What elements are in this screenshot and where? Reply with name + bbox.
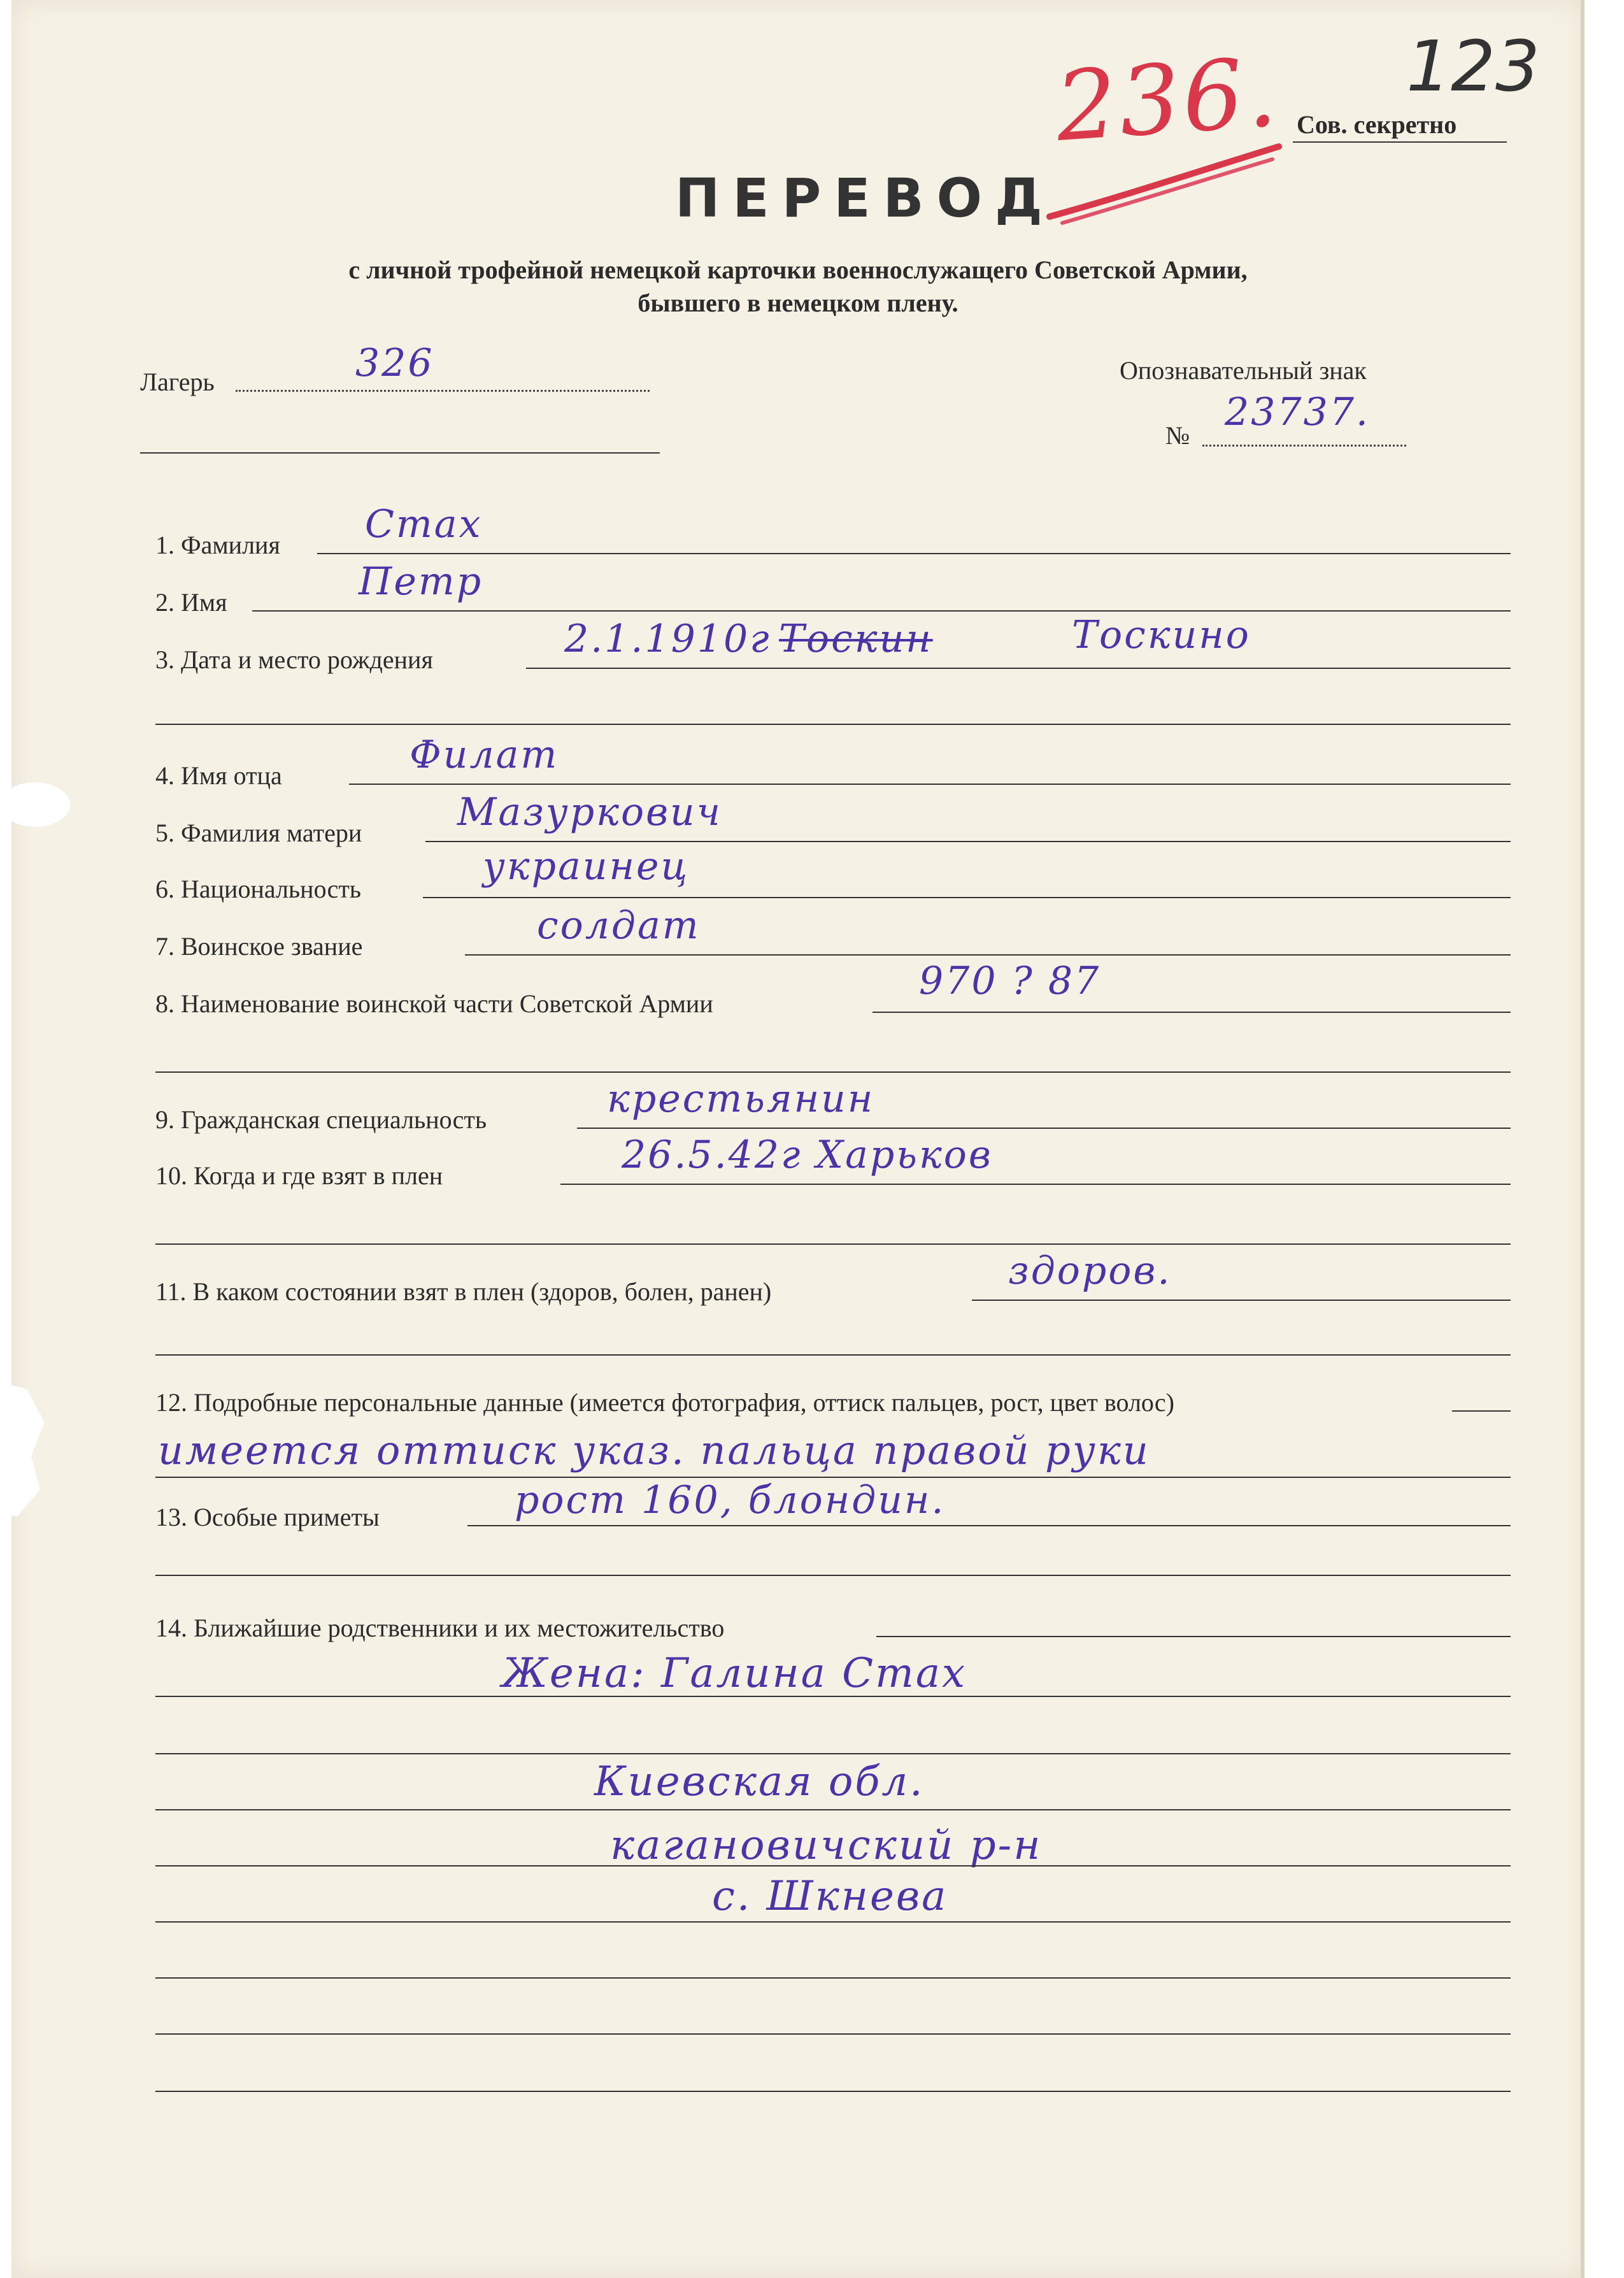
- camp-value: 326: [355, 341, 434, 385]
- field-12-label: 12. Подробные персональные данные (имеется фотография, оттиск пальцев, рост, цвет волос): [155, 1388, 1174, 1417]
- field-14-line-e: [155, 1921, 1511, 1923]
- field-11-line: [972, 1300, 1511, 1301]
- field-14-line-f: [155, 1977, 1511, 1979]
- field-14-line-a: [155, 1696, 1511, 1697]
- field-13-line-2: [155, 1575, 1511, 1576]
- field-2-value: Петр: [359, 559, 483, 604]
- field-8-label: 8. Наименование воинской части Советской Армии: [155, 989, 713, 1018]
- field-14-line-g: [155, 2033, 1511, 2035]
- badge-number-sign: №: [1165, 421, 1190, 450]
- field-13-line: [467, 1525, 1511, 1526]
- field-8-line-2: [155, 1071, 1511, 1073]
- document-title: ПЕРЕВОД: [675, 167, 1055, 229]
- field-14-line-b: [155, 1753, 1511, 1754]
- field-8-value: 970 ? 87: [919, 959, 1101, 1003]
- field-11-line-2: [155, 1354, 1511, 1356]
- field-4-value: Филат: [410, 733, 559, 777]
- field-14-value-line3: кагановичский р-н: [610, 1822, 1043, 1869]
- field-1-label: 1. Фамилия: [155, 531, 280, 559]
- field-14-value-line1: Жена: Галина Стах: [502, 1650, 967, 1697]
- badge-label: Опознавательный знак: [1120, 356, 1367, 385]
- field-4-label: 4. Имя отца: [155, 761, 282, 790]
- field-10-value: 26.5.42г Харьков: [622, 1133, 993, 1177]
- field-7-line: [465, 954, 1511, 956]
- page-number: 123: [1406, 25, 1540, 107]
- field-14-line: [876, 1636, 1511, 1637]
- red-pencil-number: 236.: [1052, 37, 1283, 163]
- page-edge: [1581, 0, 1585, 2278]
- camp-line-2: [140, 452, 660, 454]
- field-7-label: 7. Воинское звание: [155, 932, 363, 961]
- field-6-label: 6. Национальность: [155, 875, 362, 903]
- field-6-line: [423, 897, 1511, 898]
- punch-hole: [0, 782, 70, 827]
- field-6-value: украинец: [483, 844, 690, 889]
- red-pencil-underline: [1043, 140, 1285, 229]
- field-3-line-2: [155, 724, 1511, 725]
- field-10-line: [560, 1184, 1511, 1185]
- secrecy-mark: Сов. секретно: [1297, 110, 1457, 139]
- field-9-value: крестьянин: [607, 1077, 875, 1121]
- secrecy-underline: [1293, 141, 1507, 143]
- field-1-line: [317, 553, 1511, 554]
- field-3-line: [526, 668, 1511, 669]
- field-4-line: [349, 784, 1511, 785]
- field-14-line-c: [155, 1809, 1511, 1810]
- field-8-line: [873, 1012, 1511, 1013]
- field-13-value: рост 160, блондин.: [515, 1478, 946, 1522]
- torn-edge: [0, 1382, 45, 1516]
- field-14-line-d: [155, 1865, 1511, 1866]
- field-11-label: 11. В каком состоянии взят в плен (здоров, болен, ранен): [155, 1277, 772, 1306]
- field-3-struck: Тоскин: [779, 617, 933, 661]
- field-1-value: Стах: [365, 502, 483, 547]
- document-subtitle-line1: с личной трофейной немецкой карточки военнослужащего Советской Армии,: [348, 255, 1248, 284]
- field-5-line: [425, 841, 1511, 842]
- field-3-value2: Тоскино: [1072, 613, 1251, 657]
- field-11-value: здоров.: [1008, 1249, 1172, 1293]
- field-14-label: 14. Ближайшие родственники и их местожительство: [155, 1614, 725, 1642]
- field-5-label: 5. Фамилия матери: [155, 819, 362, 847]
- camp-label: Лагерь: [140, 368, 215, 396]
- field-7-value: солдат: [537, 903, 701, 948]
- camp-line: [236, 390, 650, 392]
- field-2-label: 2. Имя: [155, 588, 227, 617]
- field-10-line-2: [155, 1243, 1511, 1245]
- field-14-value-line2: Киевская обл.: [594, 1758, 925, 1805]
- field-3-value: 2.1.1910г: [564, 617, 771, 661]
- field-3-label: 3. Дата и место рождения: [155, 645, 433, 674]
- field-14-line-h: [155, 2091, 1511, 2092]
- field-12-value: имеется оттиск указ. пальца правой руки: [158, 1427, 1150, 1473]
- document-subtitle-line2: бывшего в немецком плену.: [637, 289, 958, 317]
- field-9-label: 9. Гражданская специальность: [155, 1105, 487, 1134]
- field-10-label: 10. Когда и где взят в плен: [155, 1161, 443, 1190]
- document-page: [11, 0, 1585, 2278]
- field-9-line: [577, 1128, 1511, 1129]
- badge-line: [1202, 445, 1406, 447]
- field-14-value-line4: с. Шкнева: [712, 1873, 948, 1920]
- field-5-value: Мазуркович: [457, 790, 722, 835]
- field-12-line: [1452, 1410, 1511, 1412]
- badge-value: 23737.: [1225, 390, 1370, 434]
- field-13-label: 13. Особые приметы: [155, 1503, 380, 1531]
- field-2-line: [252, 610, 1511, 612]
